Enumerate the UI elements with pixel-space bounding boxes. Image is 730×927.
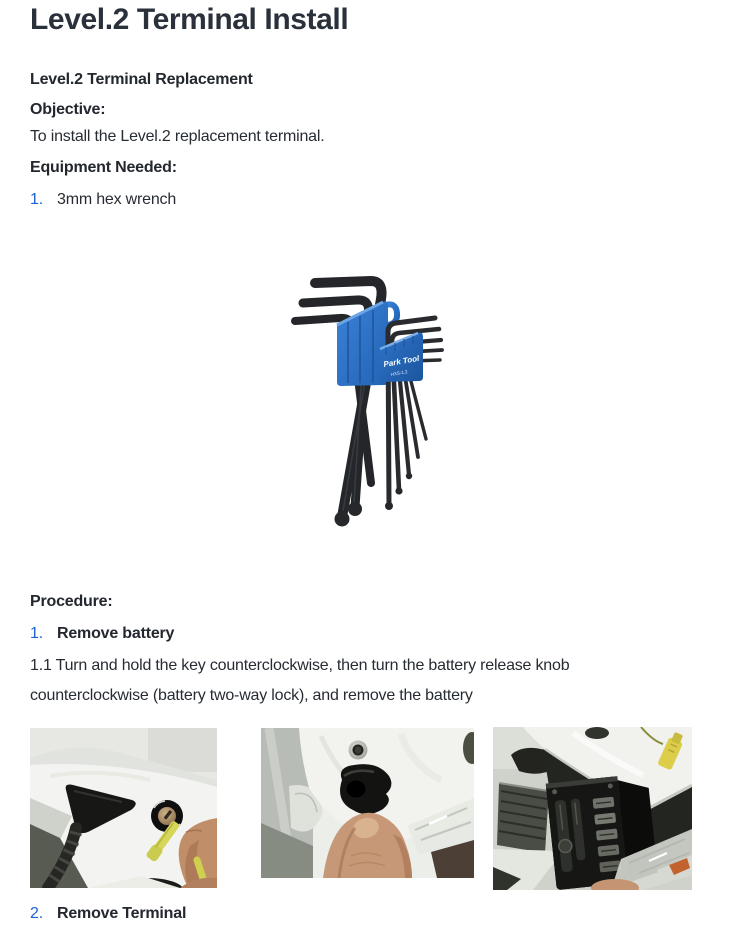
subtitle: Level.2 Terminal Replacement [30, 71, 253, 88]
objective-heading: Objective: [30, 101, 106, 118]
ball-end [348, 502, 362, 516]
hxs-model-label: HXS-1.2 [390, 369, 408, 377]
step-2-number: 2. [30, 905, 43, 922]
ball-end [335, 512, 350, 527]
equipment-item-number: 1. [30, 191, 43, 208]
photo-release-knob [261, 728, 474, 878]
procedure-step-1 [30, 620, 700, 647]
photo-key-in-lock [30, 728, 217, 888]
hex-wrench-set-illustration [285, 265, 455, 545]
step-1-photo-row [30, 727, 700, 890]
hex-bolt [349, 741, 368, 760]
battery-terminal-illustration [493, 727, 692, 890]
equipment-item [30, 186, 700, 213]
objective-text: To install the Level.2 replacement terminal. [30, 128, 325, 145]
park-tool-brand-label: Park Tool [382, 353, 420, 369]
vent-grille [497, 783, 549, 853]
ball-end [406, 473, 412, 479]
procedure-heading: Procedure: [30, 593, 113, 610]
ball-end [385, 502, 393, 510]
step-2-title: Remove Terminal [57, 905, 187, 922]
equipment-heading: Equipment Needed: [30, 159, 177, 176]
step-1-detail: 1.1 Turn and hold the key counterclockwise, then turn the battery release knob counterclockwise (battery two-way lock), and remove the battery [30, 657, 570, 704]
equipment-item-text: 3mm hex wrench [57, 191, 177, 208]
step-1-number: 1. [30, 625, 43, 642]
step-1-title: Remove battery [57, 625, 175, 642]
photo-battery-terminal [493, 727, 692, 890]
ball-end [395, 487, 402, 494]
key-in-lock-illustration [30, 728, 217, 888]
page-title: Level.2 Terminal Install [30, 3, 349, 36]
procedure-step-2 [30, 900, 700, 927]
release-knob-illustration [261, 728, 474, 878]
hex-wrench-set-image [285, 265, 455, 545]
